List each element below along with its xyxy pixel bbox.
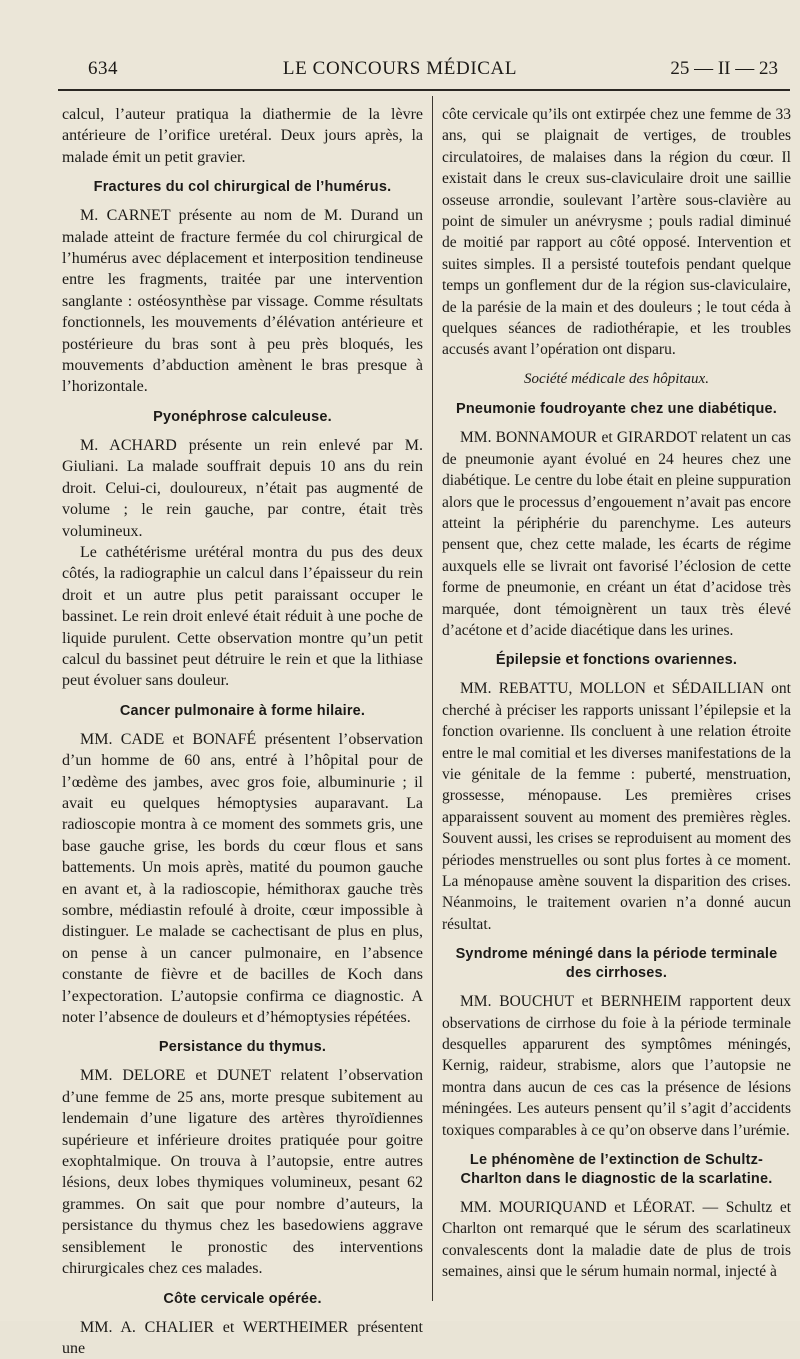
page-number: 634 — [88, 58, 118, 80]
header-rule — [58, 89, 790, 91]
society-heading: Société médicale des hôpitaux. — [442, 369, 791, 390]
section-paragraph: MM. BONNAMOUR et GIRARDOT relatent un cas de pneumonie ayant évolué en 24 heures chez une diabétique. Le centre du lobe était en pleine suppuration alors que le processus d’engouement n’avait pas encore atteint la périphérie du parenchyme. Les auteurs pensent que, chez cette malade, les écarts de régime auxquels elle se livrait ont favorisé l’éclosion de cette forme de pneumonie, en créant un état d’acidose très marquée, dont témoignèrent un taux très élevé d’acétone et d’acide diacétique dans les urines. — [442, 427, 791, 641]
section-heading: Côte cervicale opérée. — [62, 1290, 423, 1309]
section-heading: Le phénomène de l’extinction de Schultz-Charlton dans le diagnostic de la scarlatine. — [442, 1151, 791, 1189]
section-paragraph: MM. REBATTU, MOLLON et SÉDAILLIAN ont cherché à préciser les rapports unissant l’épilepsie et la fonction ovarienne. Ils concluent à une relation étroite entre le mal comitial et les diverses manifestations de la vie génitale de la femme : puberté, menstruation, grossesse, ménopause. Les premières crises apparaissent souvent au moment des premières règles. Souvent aussi, les crises se reproduisent au moment des périodes menstruelles ou sont plus fortes à ce moment. La ménopause amène souvent la disparition des crises. Néanmoins, le traitement ovarien n’a donné aucun résultat. — [442, 678, 791, 935]
section-paragraph: Le cathétérisme urétéral montra du pus des deux côtés, la radiographie un calcul dans l’épaisseur du rein droit et un autre plus petit paraissant occuper le bassinet. Le rein droit enlevé était réduit à une poche de liquide purulent. Cette observation montre qu’un petit calcul du bassinet peut détruire le rein et que la lithiase peut évoluer sans douleur. — [62, 542, 423, 692]
section-paragraph: MM. CADE et BONAFÉ présentent l’observation d’un homme de 60 ans, entré à l’hôpital pour de l’œdème des jambes, avec gros foie, albuminurie ; il avait eu quelques hémoptysies auparavant. La radioscopie montra à ce moment des sommets gris, une base gauche grise, les bords du cœur flous et sans battements. Un mois après, matité du poumon gauche en avant et, à la radioscopie, hémithorax gauche très sombre, médiastin refoulé à droite, cœur impossible à distinguer. Le malade se cachectisant de plus en plus, on pense à un cancer pulmonaire, en l’absence constante de fièvre et de bacilles de Koch dans l’expectoration. L’autopsie confirma ce diagnostic. A noter l’absence de douleurs et d’hémoptysies répétées. — [62, 729, 423, 1029]
section-paragraph: M. CARNET présente au nom de M. Durand un malade atteint de fracture fermée du col chirurgical de l’humérus avec déplacement et interposition tendineuse entre les fragments, traitée par une intervention sanglante : ostéosynthèse par vissage. Comme résultats fonctionnels, les mouvements d’élévation antérieure et postérieure du bras sont à peu près bloqués, les mouvements d’abduction amènent le bras presque à l’horizontale. — [62, 205, 423, 398]
section-heading: Fractures du col chirurgical de l’humérus. — [62, 178, 423, 197]
section-paragraph: MM. DELORE et DUNET relatent l’observation d’une femme de 25 ans, morte presque subitement au lendemain d’une ligature des artères thyroïdiennes supérieure et inférieure droites pratiquée pour goitre exophtalmique. On trouva à l’autopsie, entre autres lésions, deux lobes thymiques volumineux, pesant 62 grammes. On sait que pour nombre d’auteurs, la persistance du thymus chez les basedowiens aggrave sensiblement le pronostic des interventions chirurgicales chez ces malades. — [62, 1065, 423, 1279]
section-heading: Pneumonie foudroyante chez une diabétique. — [442, 400, 791, 419]
section-paragraph: M. ACHARD présente un rein enlevé par M. Giuliani. La malade souffrait depuis 10 ans du rein droit. Celui-ci, douloureux, n’était pas augmenté de volume ; le rein gauche, par contre, était très volumineux. — [62, 435, 423, 542]
right-column — [442, 104, 791, 1283]
column-divider — [432, 96, 433, 1301]
section-paragraph: MM. BOUCHUT et BERNHEIM rapportent deux observations de cirrhose du foie à la période terminale desquelles apparurent des symptômes méningés, Kernig, raideur, strabisme, alors que l’autopsie ne montra dans aucun de ces cas la présence de lésions méningées. Les auteurs pensent qu’il s’agit d’accidents toxiques comparables à ce qu’on observe dans l’urémie. — [442, 991, 791, 1141]
issue-date: 25 — II — 23 — [670, 58, 778, 80]
journal-title: LE CONCOURS MÉDICAL — [0, 58, 800, 80]
continued-paragraph: côte cervicale qu’ils ont extirpée chez une femme de 33 ans, qui se plaignait de vertiges, de troubles circulatoires, de malaises dans la région du cœur. Il existait dans le creux sus-claviculaire droit une saillie osseuse arrondie, soulevant l’artère sous-clavière au point de simuler un anévrysme ; pouls radial diminué de moitié par rapport au côté opposé. Intervention et suites simples. Il a persisté toutefois pendant quelque temps un gonflement dur de la région sus-claviculaire, de la parésie de la main et des douleurs ; le tout céda à quelques séances de radiothérapie, et les troubles accusés avant l’opération ont disparu. — [442, 104, 791, 361]
section-heading: Cancer pulmonaire à forme hilaire. — [62, 702, 423, 721]
section-heading: Épilepsie et fonctions ovariennes. — [442, 651, 791, 670]
left-column — [62, 104, 423, 1359]
section-heading: Syndrome méningé dans la période terminale des cirrhoses. — [442, 945, 791, 983]
section-heading: Persistance du thymus. — [62, 1038, 423, 1057]
continued-paragraph: calcul, l’auteur pratiqua la diathermie de la lèvre antérieure de l’orifice uretéral. Deux jours après, la malade émit un petit gravier. — [62, 104, 423, 168]
page-header — [0, 58, 800, 88]
section-heading: Pyonéphrose calculeuse. — [62, 408, 423, 427]
section-paragraph: MM. A. CHALIER et WERTHEIMER présentent une — [62, 1317, 423, 1359]
section-paragraph: MM. MOURIQUAND et LÉORAT. — Schultz et Charlton ont remarqué que le sérum des scarlatineux convalescents dont la maladie date de plus de trois semaines, ainsi que le sérum humain normal, injecté à — [442, 1197, 791, 1283]
